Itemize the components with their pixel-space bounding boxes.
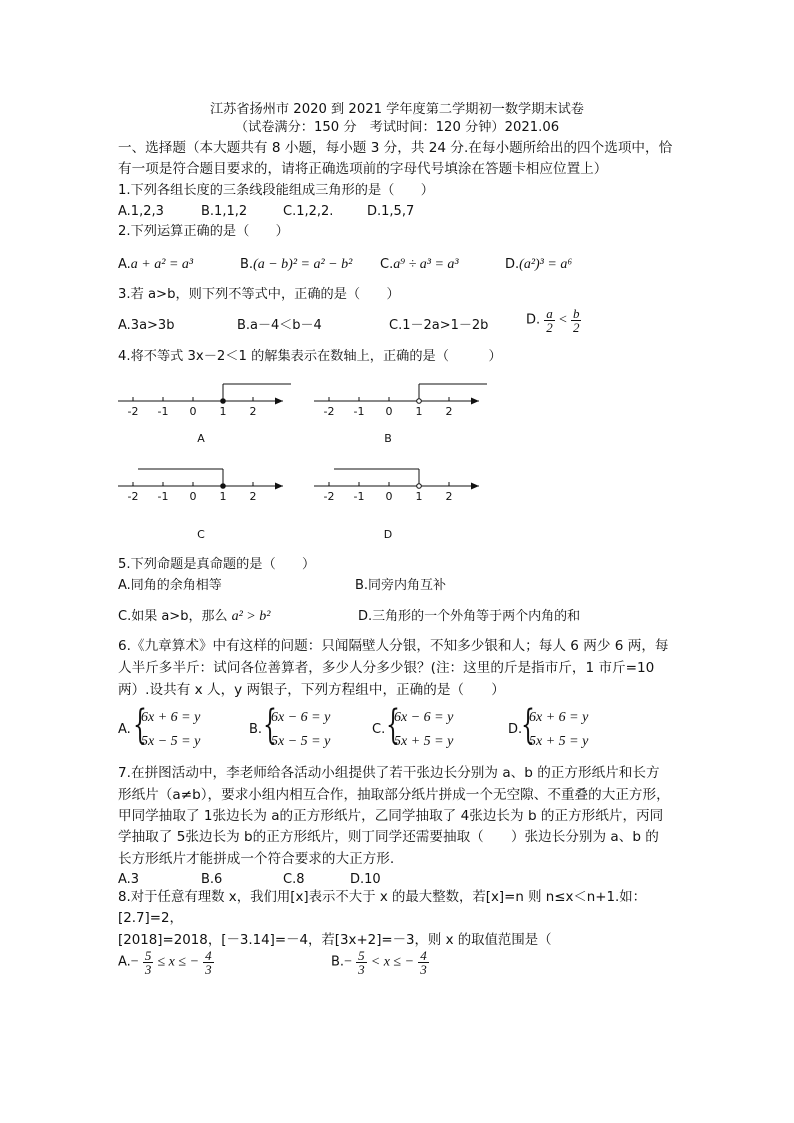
equation-2: 5x − 5 = y — [271, 734, 331, 749]
equation-2: 5x + 5 = y — [394, 734, 454, 749]
fraction-4-over-3: $\frac{4}{3}$ — [420, 948, 427, 977]
option-label-B: B — [384, 432, 392, 445]
option-d-label: D. — [505, 257, 520, 272]
tick-label: 0 — [385, 405, 393, 418]
question-2-stem: 2.下列运算正确的是（ ） — [118, 224, 289, 239]
option-label: B. — [249, 722, 263, 737]
question-2-option-d — [505, 257, 572, 273]
option-a-math: a + a² = a³ — [130, 257, 194, 272]
option-b-label: B. — [240, 257, 254, 272]
minus-sign: − — [130, 954, 139, 970]
option-label-C: C — [197, 528, 205, 541]
question-8-option-a — [118, 949, 214, 976]
question-7-option-a: A.3 — [118, 872, 140, 887]
option-label: D. — [508, 722, 523, 737]
page-subtitle: （试卷满分：150 分 考试时间：120 分钟）2021.06 — [234, 120, 560, 135]
tick-label: -1 — [157, 405, 169, 418]
question-4-stem: 4.将不等式 3x－2＜1 的解集表示在数轴上，正确的是（ ） — [118, 349, 502, 364]
question-8-option-b — [331, 949, 429, 976]
question-6-line3: 两）.设共有 x 人，y 两银子，下列方程组中，正确的是（ ） — [118, 682, 505, 698]
axis-arrow — [275, 483, 283, 490]
tick-label: -2 — [323, 405, 335, 418]
option-label: C. — [372, 722, 386, 737]
question-7-option-b: B.6 — [201, 872, 223, 887]
option-c-label: C. — [380, 257, 394, 272]
tick-label: -1 — [157, 490, 169, 503]
question-1-option-d: D.1,5,7 — [367, 204, 415, 219]
question-6-line1: 6.《九章算术》中有这样的问题：只闻隔壁人分银，不知多少银和人；每人 6 两少 6 两，每 — [118, 638, 669, 654]
fraction-4-over-3: $\frac{4}{3}$ — [205, 948, 212, 977]
tick-label: 2 — [249, 490, 257, 503]
question-3-option-d — [526, 307, 581, 334]
open-point — [417, 484, 422, 489]
question-2-option-b — [240, 257, 352, 273]
equation-1: 6x − 6 = y — [394, 710, 454, 725]
option-d-math: (a²)³ = a⁶ — [519, 257, 573, 272]
tick-label: 2 — [445, 490, 453, 503]
option-b-label: B. — [331, 954, 345, 970]
less-than-sign: < — [558, 312, 567, 328]
inequality-middle: ≤ x ≤ − — [157, 954, 200, 970]
tick-label: 1 — [415, 405, 423, 418]
question-5-option-a: A.同角的余角相等 — [118, 578, 222, 593]
option-a-label: A. — [118, 954, 131, 970]
tick-label: 1 — [219, 490, 227, 503]
question-3-option-a: A.3a>3b — [118, 318, 175, 333]
option-label-D: D — [383, 528, 393, 541]
tick-label: 0 — [385, 490, 393, 503]
question-5-option-d: D.三角形的一个外角等于两个内角的和 — [358, 609, 581, 624]
question-3-option-c: C.1－2a>1－2b — [389, 318, 489, 333]
equation-1: 6x + 6 = y — [529, 710, 589, 725]
open-point — [417, 399, 422, 404]
tick-label: 0 — [189, 405, 197, 418]
section-instructions-line2: 有一项是符合题目要求的，请将正确选项前的字母代号填涂在答题卡相应位置上） — [118, 161, 608, 177]
axis-arrow — [471, 398, 479, 405]
equation-1: 6x + 6 = y — [141, 710, 201, 725]
solid-point — [221, 484, 226, 489]
option-a-label: A. — [118, 257, 131, 272]
tick-label: -2 — [127, 405, 139, 418]
option-d-label: D. — [526, 312, 541, 328]
question-1-stem: 1.下列各组长度的三条线段能组成三角形的是（ ） — [118, 183, 434, 198]
equation-2: 5x − 5 = y — [141, 734, 201, 749]
option-label: A. — [118, 722, 131, 737]
tick-label: 2 — [445, 405, 453, 418]
question-7-option-d: D.10 — [350, 872, 381, 887]
option-b-math: (a − b)² = a² − b² — [253, 257, 353, 272]
question-7-line5: 长方形纸片才能拼成一个符合要求的大正方形. — [118, 851, 395, 867]
question-8-line1: 8.对于任意有理数 x，我们用[x]表示不大于 x 的最大整数，若[x]=n 则 n≤x＜n+1.如： — [118, 890, 647, 905]
inequality-middle: < x ≤ − — [370, 954, 415, 970]
fraction-5-over-3: $\frac{5}{3}$ — [144, 948, 152, 977]
question-5-option-c — [118, 609, 270, 625]
tick-label: -1 — [353, 405, 365, 418]
question-3-stem: 3.若 a>b，则下列不等式中，正确的是（ ） — [118, 287, 400, 302]
fraction-a-over-2: $\frac{a}{2}$ — [546, 306, 553, 335]
question-1-option-a: A.1,2,3 — [118, 204, 164, 219]
option-c-math: a⁹ ÷ a³ = a³ — [393, 257, 459, 272]
question-8-line3: [2018]=2018，[－3.14]=－4，若[3x+2]=－3，则 x 的取值范围是（ — [118, 933, 552, 948]
fraction-5-over-3: $\frac{5}{3}$ — [358, 948, 365, 977]
question-5-option-b: B.同旁内角互补 — [355, 578, 447, 593]
question-1-option-b: B.1,1,2 — [201, 204, 248, 219]
solid-point — [221, 399, 226, 404]
option-c-text: C.如果 a>b，那么 — [118, 609, 228, 624]
page-title: 江苏省扬州市 2020 到 2021 学年度第二学期初一数学期末试卷 — [209, 102, 584, 117]
axis-arrow — [275, 398, 283, 405]
question-3-option-b: B.a－4＜b－4 — [237, 318, 322, 333]
tick-label: -1 — [353, 490, 365, 503]
option-label-A: A — [197, 432, 205, 445]
tick-label: 0 — [189, 490, 197, 503]
tick-label: -2 — [127, 490, 139, 503]
tick-label: -2 — [323, 490, 335, 503]
question-6-line2: 人半斤多半斤：试问各位善算者，多少人分多少银？(注：这里的斤是指市斤，1 市斤=10 — [118, 660, 655, 676]
question-7-line4: 学抽取了 5张边长为 b的正方形纸片，则丁同学还需要抽取（ ）张边长分别为 a、b 的 — [118, 829, 659, 845]
section-instructions-line1: 一、选择题（本大题共有 8 小题，每小题 3 分，共 24 分.在每小题所给出的四个选项中，恰 — [118, 140, 673, 156]
question-2-option-a — [118, 257, 193, 273]
question-1-option-c: C.1,2,2. — [283, 204, 334, 219]
number-line-diagrams — [0, 376, 794, 576]
tick-label: 1 — [219, 405, 227, 418]
equation-2: 5x + 5 = y — [529, 734, 589, 749]
question-5-stem: 5.下列命题是真命题的是（ ） — [118, 557, 316, 572]
fraction-b-over-2: $\frac{b}{2}$ — [572, 306, 580, 335]
tick-label: 2 — [249, 405, 257, 418]
question-7-line3: 甲同学抽取了 1张边长为 a的正方形纸片，乙同学抽取了 4张边长为 b 的正方形纸片，丙同 — [118, 808, 664, 824]
question-7-line1: 7.在拼图活动中，李老师给各活动小组提供了若干张边长分别为 a、b 的正方形纸片和长方 — [118, 765, 660, 781]
question-2-option-c — [380, 257, 459, 273]
question-7-option-c: C.8 — [283, 872, 305, 887]
axis-arrow — [471, 483, 479, 490]
tick-label: 1 — [415, 490, 423, 503]
question-8-line2: [2.7]=2， — [118, 911, 183, 926]
minus-sign: − — [344, 954, 352, 970]
question-7-line2: 形纸片（a≠b），要求小组内相互合作，抽取部分纸片拼成一个无空隙、不重叠的大正方形， — [118, 787, 670, 803]
equation-1: 6x − 6 = y — [271, 710, 331, 725]
option-c-math: a² > b² — [231, 609, 271, 624]
